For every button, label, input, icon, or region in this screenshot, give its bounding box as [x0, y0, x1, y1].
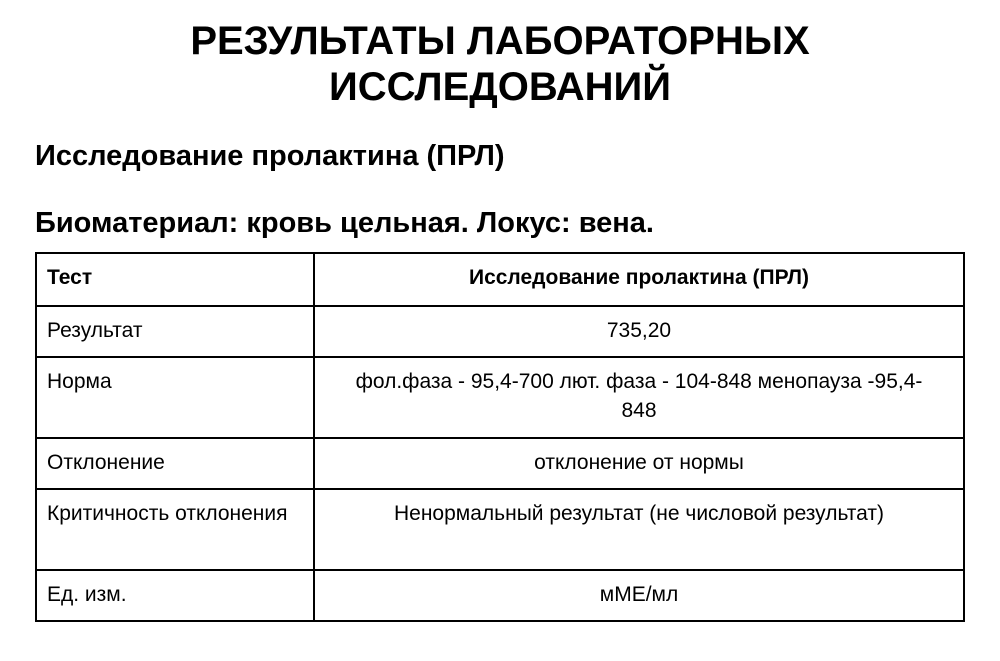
page-title-line-2: ИССЛЕДОВАНИЙ: [328, 65, 672, 109]
row-value: мМЕ/мл: [314, 570, 964, 621]
row-label: Отклонение: [36, 438, 314, 489]
row-value: Ненормальный результат (не числовой результат): [314, 489, 964, 570]
row-value: фол.фаза - 95,4-700 лют. фаза - 104-848 менопауза -95,4-848: [314, 357, 964, 438]
page-title-line-1: РЕЗУЛЬТАТЫ ЛАБОРАТОРНЫХ: [190, 19, 810, 63]
row-label: Результат: [36, 306, 314, 357]
row-label: Ед. изм.: [36, 570, 314, 621]
table-row: [36, 570, 964, 621]
row-label: Критичность отклонения: [36, 489, 314, 570]
table-row: [36, 489, 964, 570]
table-row: [36, 357, 964, 438]
page-title: [0, 18, 1000, 110]
header-study: Исследование пролактина (ПРЛ): [314, 253, 964, 306]
section-title: Исследование пролактина (ПРЛ): [35, 140, 505, 172]
row-label: Норма: [36, 357, 314, 438]
table-row: [36, 438, 964, 489]
row-value: отклонение от нормы: [314, 438, 964, 489]
table-header-row: [36, 253, 964, 306]
header-test: Тест: [36, 253, 314, 306]
biomaterial-heading: Биоматериал: кровь цельная. Локус: вена.: [35, 207, 654, 239]
results-table: [35, 252, 965, 622]
table-row: [36, 306, 964, 357]
row-value: 735,20: [314, 306, 964, 357]
